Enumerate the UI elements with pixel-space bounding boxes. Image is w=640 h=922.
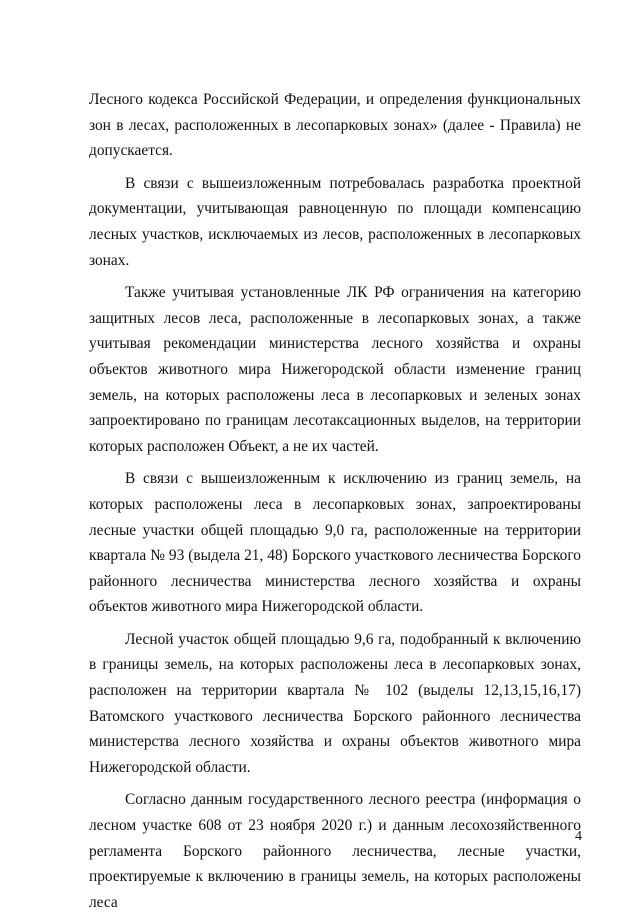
page-number: 4 (575, 829, 582, 844)
paragraph-exclusion: В связи с вышеизложенным к исключению из границ земель, на которых расположены леса в лесопарковых зонах, запроектированы лесные участки общей площадью 9,0 га, расположенные на территории квартала № 93 (выдела 21, 48) Борского участкового лесничества Борского районного лесничества министерства лесного хозяйства и охраны объектов животного мира Нижегородской области. (89, 470, 581, 616)
body-text (89, 87, 581, 922)
paragraph-project-documentation: В связи с вышеизложенным потребовалась разработка проектной документации, учитывающая равноценную по площади компенсацию лесных участков, исключаемых из лесов, расположенных в лесопарковых зонах. (89, 174, 581, 269)
paragraph-forest-registry: Согласно данным государственного лесного реестра (информация о лесном участке 608 от 23 ноября 2020 г.) и данным лесохозяйственного регламента Борского районного лесничества, лесные участки, проектируемые к включению в границы земель, на которых расположены леса (89, 791, 581, 911)
paragraph-restrictions: Также учитывая установленные ЛК РФ ограничения на категорию защитных лесов леса, расположенные в лесопарковых зонах, а также учитывая рекомендации министерства лесного хозяйства и охраны объектов животного мира Нижегородской области изменение границ земель, на которых расположены леса в лесопарковых и зеленых зонах запроектировано по границам лесотаксационных выделов, на территории которых расположен Объект, а не их частей. (89, 284, 581, 455)
paragraph-continuation: Лесного кодекса Российской Федерации, и определения функциональных зон в лесах, расположенных в лесопарковых зонах» (далее - Правила) не допускается. (89, 91, 581, 160)
paragraph-inclusion: Лесной участок общей площадью 9,6 га, подобранный к включению в границы земель, на которых расположены леса в лесопарковых зонах, расположен на территории квартала № 102 (выделы 12,13,15,16,17) Ватомского участкового лесничества Борского районного лесничества министерства лесного хозяйства и охраны объектов животного мира Нижегородской области. (89, 630, 581, 776)
